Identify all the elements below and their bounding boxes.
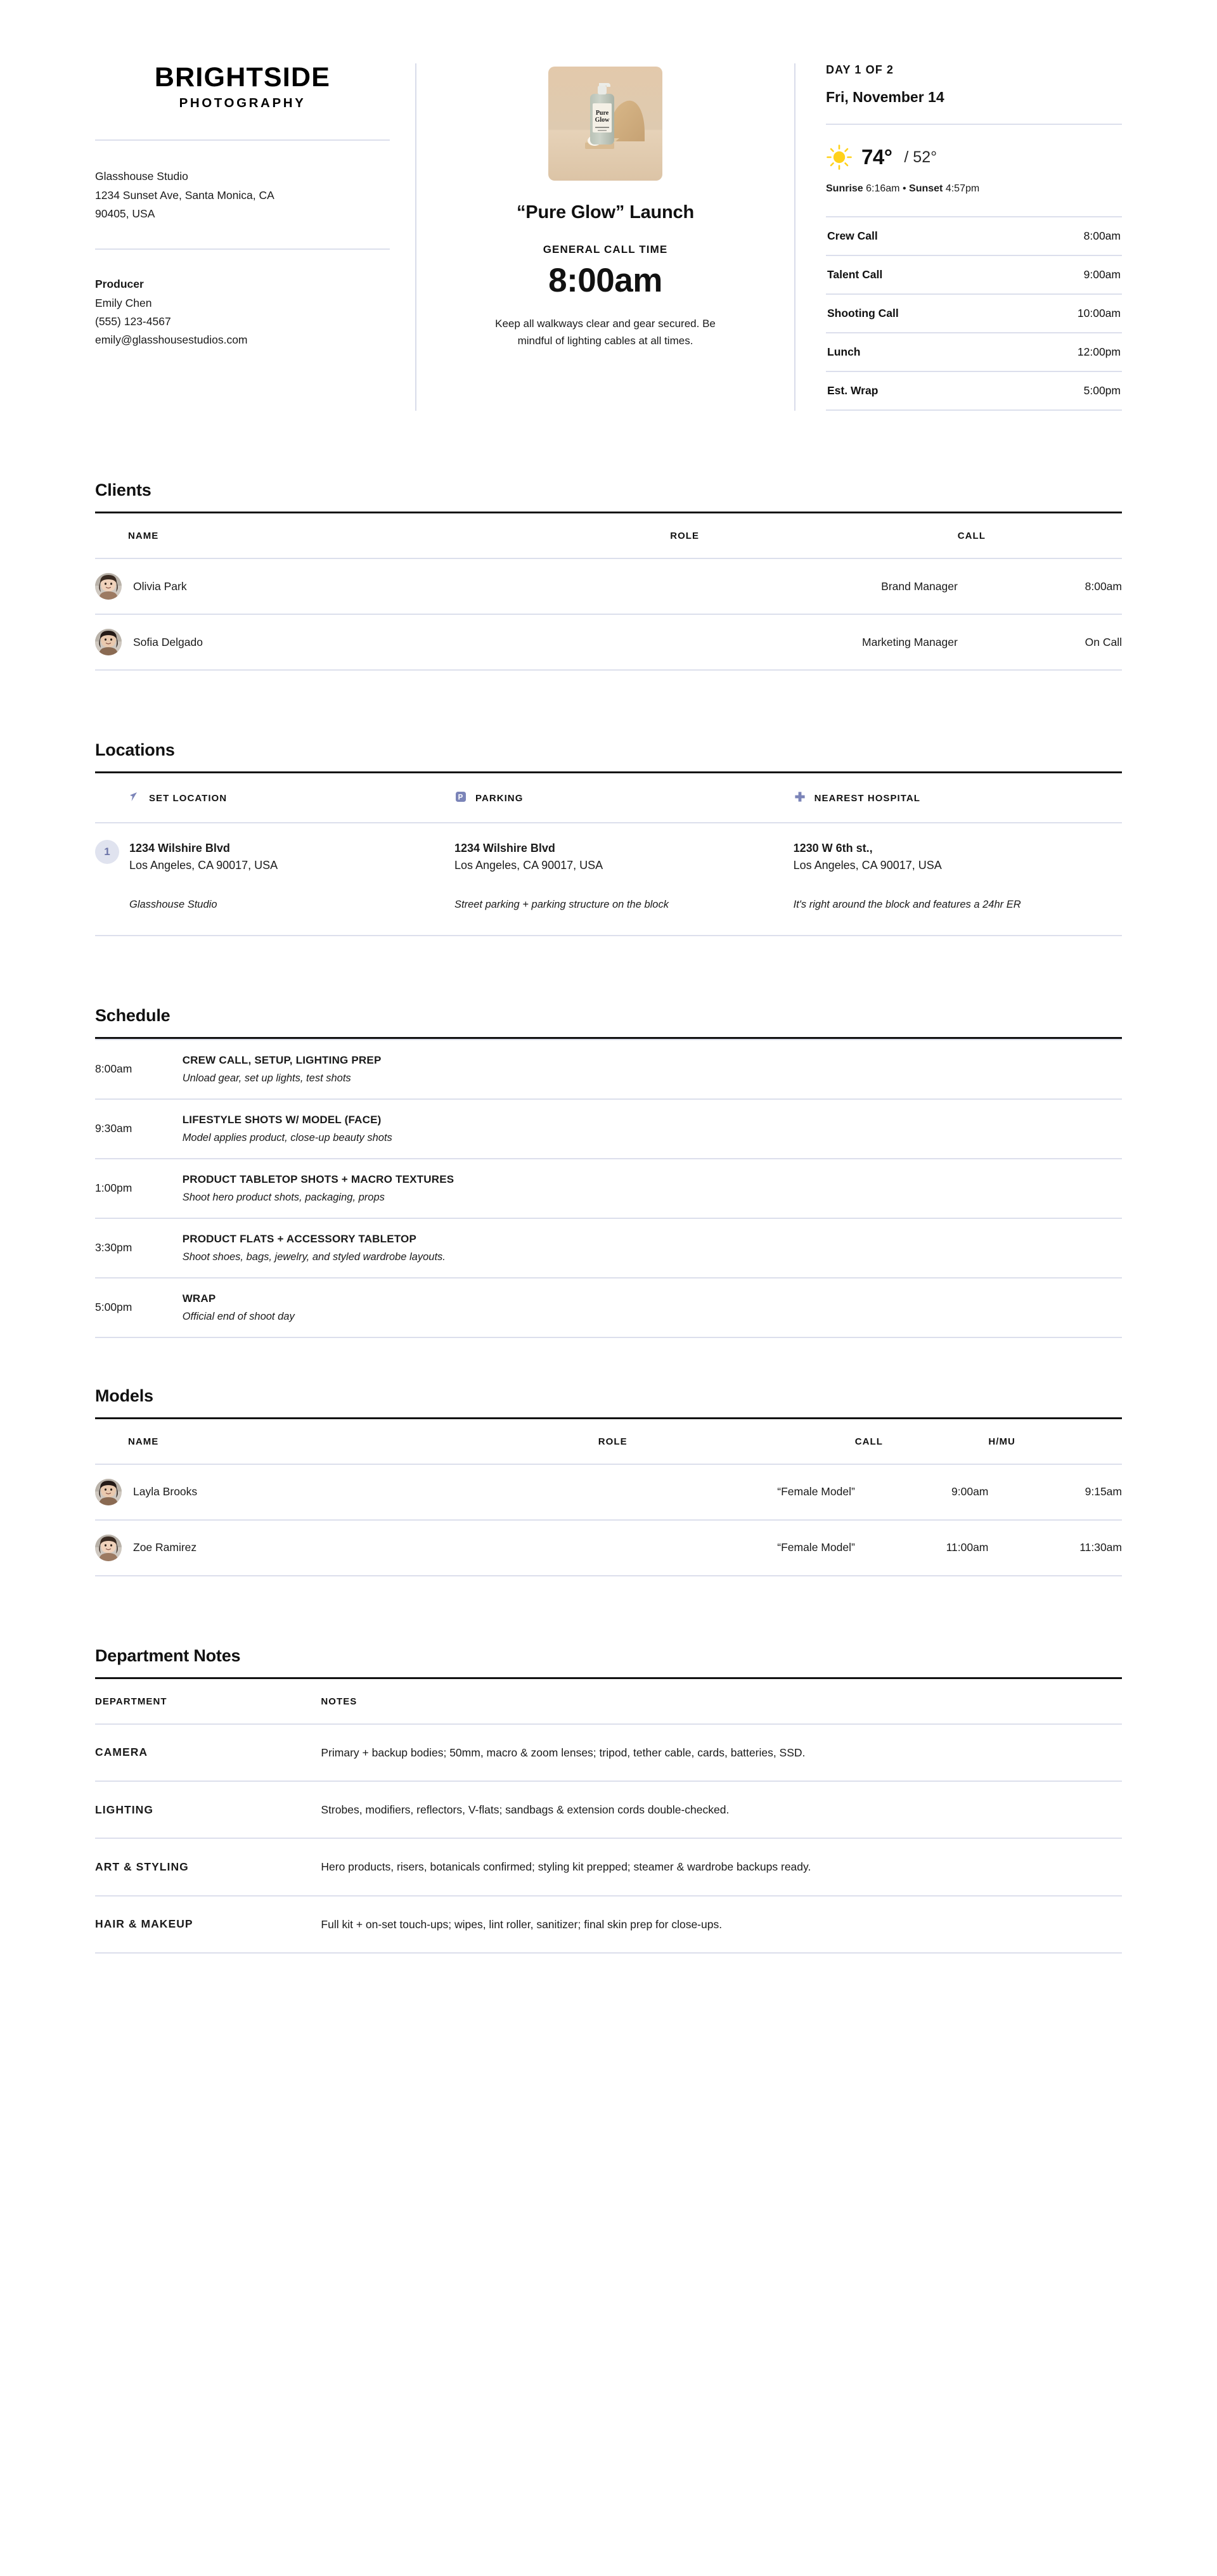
schedule-item-title: PRODUCT TABLETOP SHOTS + MACRO TEXTURES <box>182 1173 454 1185</box>
schedule-row <box>95 1278 1122 1337</box>
location-address-line1: 1234 Wilshire Blvd <box>129 842 230 854</box>
avatar <box>95 1535 122 1561</box>
studio-address-line2: 90405, USA <box>95 207 155 220</box>
client-role: Marketing Manager <box>862 635 958 648</box>
department-notes-table <box>95 1679 1122 1954</box>
client-name: Olivia Park <box>133 579 187 593</box>
model-name-cell <box>95 1464 598 1520</box>
schedule-table <box>95 1039 1122 1338</box>
locations-header-label-1: PARKING <box>475 792 524 804</box>
divider <box>826 124 1122 125</box>
model-role: “Female Model” <box>777 1485 855 1498</box>
col-header-name: NAME <box>128 1436 159 1447</box>
department-notes-body <box>95 1724 1122 1953</box>
schedule-detail <box>183 1278 1122 1337</box>
model-name: Layla Brooks <box>133 1485 198 1498</box>
shoot-title: “Pure Glow” Launch <box>517 202 694 222</box>
schedule-row <box>95 1099 1122 1159</box>
schedule-item-desc: Shoot shoes, bags, jewelry, and styled wardrobe layouts. <box>182 1251 446 1263</box>
schedule-row <box>95 1159 1122 1218</box>
location-row <box>95 823 1122 936</box>
svg-text:Glow: Glow <box>595 117 610 124</box>
schedule-section <box>0 1006 1217 1338</box>
client-role: Brand Manager <box>881 579 958 593</box>
studio-name: Glasshouse Studio <box>95 170 188 183</box>
client-name: Sofia Delgado <box>133 635 203 648</box>
clients-header-row <box>95 513 1122 558</box>
dept-name: ART & STYLING <box>95 1860 189 1873</box>
schedule-item-desc: Shoot hero product shots, packaging, props <box>182 1191 385 1203</box>
schedule-detail <box>183 1040 1122 1099</box>
model-call: 9:00am <box>951 1485 989 1498</box>
schedule-item-desc: Model applies product, close-up beauty shots <box>182 1131 392 1143</box>
col-header-call: CALL <box>854 1436 883 1447</box>
schedule-item-desc: Unload gear, set up lights, test shots <box>182 1072 351 1084</box>
location-address-line1: 1234 Wilshire Blvd <box>454 842 555 854</box>
dept-name: CAMERA <box>95 1746 148 1759</box>
brand-logo-subtitle: PHOTOGRAPHY <box>179 96 306 111</box>
table-row[interactable] <box>95 614 1122 670</box>
divider <box>95 248 390 250</box>
call-time-label: Lunch <box>827 345 861 358</box>
locations-header-cell-2 <box>794 773 1122 823</box>
call-time-row <box>826 217 1122 255</box>
divider <box>95 139 390 141</box>
table-row <box>95 1838 1122 1895</box>
product-image <box>548 67 662 181</box>
schedule-item-title: PRODUCT FLATS + ACCESSORY TABLETOP <box>182 1232 417 1245</box>
schedule-body <box>95 1040 1122 1337</box>
schedule-item-title: LIFESTYLE SHOTS W/ MODEL (FACE) <box>182 1113 382 1126</box>
producer-email[interactable]: emily@glasshousestudios.com <box>95 333 248 347</box>
dept-notes: Hero products, risers, botanicals confirmed; styling kit prepped; steamer & wardrobe backups ready. <box>321 1860 811 1874</box>
general-call-time-value: 8:00am <box>548 262 662 299</box>
dept-notes: Primary + backup bodies; 50mm, macro & zoom lenses; tripod, tether cable, cards, batteries, SSD. <box>321 1746 806 1759</box>
call-time-value: 10:00am <box>1077 307 1121 319</box>
table-row[interactable] <box>95 1520 1122 1576</box>
dept-name: HAIR & MAKEUP <box>95 1917 193 1931</box>
schedule-row <box>95 1040 1122 1099</box>
call-time-value: 12:00pm <box>1077 345 1121 358</box>
col-header-hmu: H/MU <box>988 1436 1015 1447</box>
locations-header-cell-1 <box>454 773 794 823</box>
client-call: 8:00am <box>1085 579 1122 593</box>
header-center-column <box>415 63 795 411</box>
table-row <box>95 1724 1122 1781</box>
avatar <box>95 1479 122 1505</box>
models-title: Models <box>95 1386 153 1405</box>
dept-notes: Strobes, modifiers, reflectors, V-flats; sandbags & extension cords double-checked. <box>321 1803 730 1816</box>
schedule-time: 5:00pm <box>95 1301 132 1314</box>
shoot-note: Keep all walkways clear and gear secured. Be mindful of lighting cables at all times. <box>495 318 716 347</box>
call-time-label: Shooting Call <box>827 307 899 319</box>
model-call: 11:00am <box>946 1541 989 1554</box>
table-row <box>95 1896 1122 1953</box>
model-role: “Female Model” <box>777 1541 855 1554</box>
col-header-department: DEPARTMENT <box>95 1696 167 1707</box>
sunset-label: Sunset <box>909 183 943 194</box>
location-address-line2: Los Angeles, CA 90017, USA <box>454 859 603 872</box>
schedule-item-title: CREW CALL, SETUP, LIGHTING PREP <box>182 1053 382 1066</box>
clients-section <box>0 480 1217 671</box>
client-name-cell <box>95 614 670 670</box>
call-time-row <box>826 255 1122 294</box>
location-badge: 1 <box>95 840 119 864</box>
col-header-role: ROLE <box>598 1436 628 1447</box>
locations-table <box>95 773 1122 936</box>
col-header-name: NAME <box>128 531 159 541</box>
hospital-cross-icon <box>794 790 806 806</box>
producer-info <box>95 275 390 350</box>
header-right-column <box>795 63 1122 411</box>
producer-role-label: Producer <box>95 278 144 291</box>
call-time-label: Crew Call <box>827 229 878 242</box>
location-address-line1: 1230 W 6th st., <box>793 842 873 854</box>
location-cell-2 <box>794 823 1122 936</box>
department-notes-title: Department Notes <box>95 1645 241 1665</box>
col-header-call: CALL <box>957 531 986 541</box>
general-call-time-label: GENERAL CALL TIME <box>543 243 668 255</box>
table-row <box>95 1781 1122 1838</box>
temp-low: / 52° <box>904 148 937 166</box>
location-note: It's right around the block and features a 24hr ER <box>793 899 1021 910</box>
schedule-detail <box>183 1159 1122 1218</box>
model-name-cell <box>95 1520 598 1576</box>
weather-row <box>826 144 1122 171</box>
model-name: Zoe Ramirez <box>133 1541 197 1554</box>
dept-notes: Full kit + on-set touch-ups; wipes, lint roller, sanitizer; final skin prep for close-ups. <box>321 1917 723 1931</box>
models-section <box>0 1386 1217 1576</box>
sun-separator: • <box>902 183 906 194</box>
sunrise-sunset-line <box>826 183 1122 195</box>
schedule-title: Schedule <box>95 1005 171 1025</box>
schedule-time: 1:00pm <box>95 1182 132 1195</box>
call-time-value: 5:00pm <box>1083 384 1121 397</box>
svg-text:P: P <box>458 794 464 802</box>
avatar <box>95 629 122 655</box>
models-header-row <box>95 1419 1122 1464</box>
call-time-label: Talent Call <box>827 268 883 281</box>
clients-title: Clients <box>95 480 151 499</box>
brand-logo-title: BRIGHTSIDE <box>154 62 331 93</box>
client-name-cell <box>95 558 670 614</box>
schedule-time: 3:30pm <box>95 1241 132 1254</box>
call-time-row <box>826 294 1122 333</box>
models-table <box>95 1419 1122 1576</box>
client-call: On Call <box>1085 635 1122 648</box>
studio-address-line1: 1234 Sunset Ave, Santa Monica, CA <box>95 188 274 202</box>
call-time-value: 8:00am <box>1083 229 1121 242</box>
temp-high: 74° <box>861 145 892 169</box>
schedule-time: 8:00am <box>95 1062 132 1076</box>
locations-header-row <box>95 773 1122 823</box>
location-cell-1 <box>454 823 794 936</box>
producer-phone[interactable]: (555) 123-4567 <box>95 315 171 328</box>
dept-header-row <box>95 1679 1122 1724</box>
avatar <box>95 573 122 600</box>
locations-section <box>0 740 1217 936</box>
producer-name: Emily Chen <box>95 296 152 309</box>
location-cell-0 <box>95 823 454 936</box>
header-left-column <box>95 63 415 411</box>
day-of-label: DAY 1 OF 2 <box>826 63 894 76</box>
location-note: Glasshouse Studio <box>129 899 217 910</box>
locations-header-cell-0 <box>95 773 454 823</box>
header <box>0 0 1217 411</box>
schedule-detail <box>183 1218 1122 1278</box>
model-hmu: 9:15am <box>1085 1485 1122 1498</box>
call-time-label: Est. Wrap <box>827 384 879 397</box>
clients-table <box>95 513 1122 671</box>
sunrise-label: Sunrise <box>826 183 863 194</box>
table-row[interactable] <box>95 1464 1122 1520</box>
models-body <box>95 1464 1122 1576</box>
navigation-arrow-icon <box>128 790 141 806</box>
schedule-item-title: WRAP <box>182 1292 216 1304</box>
shoot-date: Fri, November 14 <box>826 89 944 105</box>
department-notes-section <box>0 1646 1217 1954</box>
sun-icon <box>826 144 853 171</box>
table-row[interactable] <box>95 558 1122 614</box>
parking-icon <box>454 790 467 806</box>
location-address-line2: Los Angeles, CA 90017, USA <box>129 859 278 872</box>
locations-body <box>95 823 1122 936</box>
clients-body <box>95 558 1122 670</box>
sunset-time: 4:57pm <box>945 183 980 194</box>
location-note: Street parking + parking structure on the block <box>454 899 669 910</box>
studio-info <box>95 167 390 223</box>
call-time-value: 9:00am <box>1083 268 1121 281</box>
schedule-item-desc: Official end of shoot day <box>182 1310 295 1322</box>
locations-header-label-2: NEAREST HOSPITAL <box>814 792 920 804</box>
schedule-time: 9:30am <box>95 1122 132 1135</box>
locations-title: Locations <box>95 740 175 759</box>
call-time-row <box>826 333 1122 371</box>
svg-text:Pure: Pure <box>595 110 609 117</box>
call-time-row <box>826 371 1122 410</box>
sunrise-time: 6:16am <box>866 183 900 194</box>
call-times-table <box>826 216 1122 411</box>
col-header-role: ROLE <box>670 531 700 541</box>
schedule-row <box>95 1218 1122 1278</box>
locations-header-label-0: SET LOCATION <box>149 792 228 804</box>
call-times-body <box>826 217 1122 410</box>
col-header-notes: NOTES <box>321 1696 357 1707</box>
location-address-line2: Los Angeles, CA 90017, USA <box>793 859 942 872</box>
dept-name: LIGHTING <box>95 1803 154 1816</box>
model-hmu: 11:30am <box>1079 1541 1122 1554</box>
schedule-detail <box>183 1099 1122 1159</box>
